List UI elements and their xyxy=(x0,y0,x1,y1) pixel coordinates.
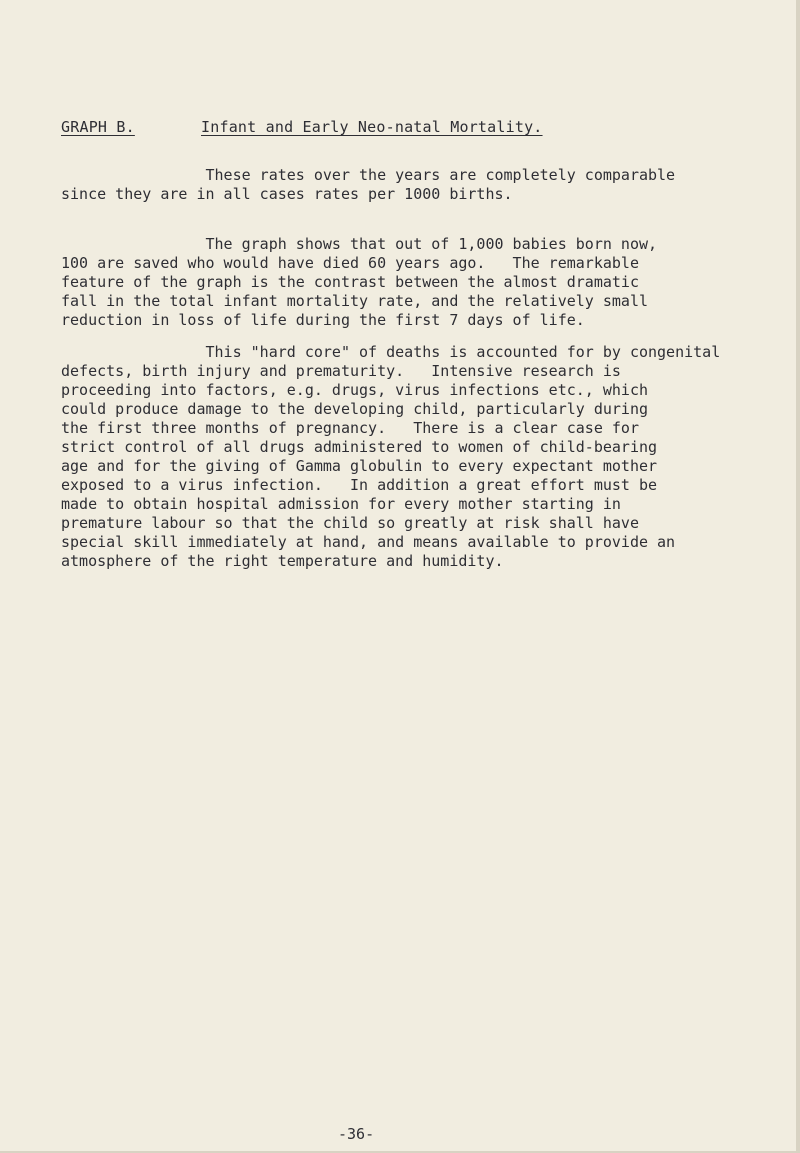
paragraph-3: This "hard core" of deaths is accounted for by congenital defects, birth injury and prematurity. Intensive research is proceeding into factors, e.g. drugs, virus infections etc., which could produce damage to the developing child, particularly during the first three months of pregnancy. There is a clear case for strict control of all drugs administered to women of child-bearing age and for the giving of Gamma globulin to every expectant mother exposed to a virus infection. In addition a great effort must be made to obtain hospital admission for every mother starting in premature labour so that the child so greatly at risk shall have special skill immediately at hand, and means available to provide an atmosphere of the right temperature and humidity. xyxy=(61,343,721,570)
graph-label: GRAPH B. xyxy=(61,118,135,136)
paragraph-2: The graph shows that out of 1,000 babies born now, 100 are saved who would have died 60 years ago. The remarkable feature of the graph is the contrast between the almost dramatic fall in the total infant mortality rate, and the relatively small reduction in loss of life during the first 7 days of life. xyxy=(61,235,658,329)
section-title: Infant and Early Neo-natal Mortality. xyxy=(201,118,543,136)
section-heading xyxy=(61,118,543,136)
paragraph-1: These rates over the years are completely comparable since they are in all cases rates per 1000 births. xyxy=(61,166,676,203)
page-number: -36- xyxy=(338,1125,375,1143)
page-edge-right xyxy=(796,0,800,1153)
